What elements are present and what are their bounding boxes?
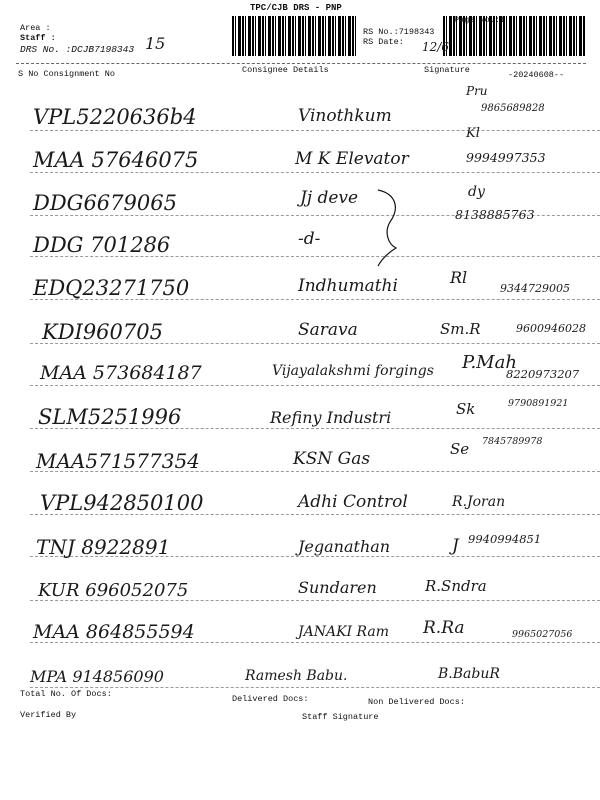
signature-mark: R.Ra bbox=[423, 618, 465, 638]
consignee-name: Adhi Control bbox=[298, 492, 408, 512]
drs-handwritten-count: 15 bbox=[145, 34, 166, 53]
page-number: Page No.:1 bbox=[454, 15, 506, 25]
header-divider bbox=[16, 63, 586, 64]
consignment-number: MAA571577354 bbox=[36, 449, 200, 473]
signature-mark: Sm.R bbox=[440, 320, 481, 338]
signature-mark: Pru bbox=[466, 84, 488, 98]
consignment-number: DDG 701286 bbox=[33, 233, 171, 257]
consignee-name: Ramesh Babu. bbox=[245, 668, 348, 684]
total-docs-label: Total No. Of Docs: bbox=[20, 689, 112, 699]
column-date: -20240608-- bbox=[508, 70, 565, 80]
verified-by-label: Verified By bbox=[20, 710, 77, 720]
delivered-docs-label: Delivered Docs: bbox=[232, 694, 309, 704]
consignee-name: -d- bbox=[298, 229, 321, 249]
consignment-number: MAA 864855594 bbox=[33, 621, 195, 643]
barcode-left bbox=[232, 16, 357, 56]
consignment-number: VPL942850100 bbox=[40, 491, 204, 515]
consignee-phone: 9600946028 bbox=[516, 322, 586, 335]
signature-mark: B.BabuR bbox=[438, 666, 500, 682]
staff-signature-label: Staff Signature bbox=[302, 712, 379, 722]
column-signature: Signature bbox=[424, 65, 470, 75]
row-divider bbox=[30, 172, 600, 173]
bracket-mark bbox=[376, 188, 406, 268]
consignment-number: MPA 914856090 bbox=[30, 667, 164, 686]
consignee-name: Indhumathi bbox=[298, 276, 398, 296]
rs-number: RS No.:7198343 bbox=[363, 27, 435, 37]
consignee-name: Vinothkum bbox=[298, 106, 392, 126]
consignee-name: Vijayalakshmi forgings bbox=[272, 363, 434, 379]
area-label: Area : bbox=[20, 23, 51, 33]
consignee-phone: 7845789978 bbox=[482, 436, 543, 447]
drs-number: DRS No. :DCJB7198343 bbox=[20, 44, 135, 55]
consignment-number: DDG6679065 bbox=[33, 191, 177, 215]
column-consignee: Consignee Details bbox=[242, 65, 329, 75]
consignee-phone: 9865689828 bbox=[481, 103, 545, 114]
consignee-phone: 9965027056 bbox=[512, 629, 573, 640]
consignment-number: KUR 696052075 bbox=[38, 580, 189, 601]
consignee-name: Jeganathan bbox=[298, 537, 391, 556]
consignment-number: MAA 57646075 bbox=[33, 148, 199, 172]
rs-date: RS Date: bbox=[363, 37, 404, 47]
consignee-name: JANAKI Ram bbox=[298, 624, 390, 640]
form-title: TPC/CJB DRS - PNP bbox=[250, 3, 342, 13]
consignment-number: TNJ 8922891 bbox=[36, 535, 171, 559]
row-divider bbox=[30, 687, 600, 688]
signature-mark: R.Sndra bbox=[425, 577, 487, 595]
signature-mark: Kl bbox=[466, 126, 480, 141]
signature-mark: Se bbox=[450, 440, 470, 458]
consignment-number: EDQ23271750 bbox=[33, 276, 190, 300]
staff-label: Staff : bbox=[20, 33, 56, 43]
consignee-phone: 9344729005 bbox=[500, 282, 570, 295]
consignment-number: SLM5251996 bbox=[38, 405, 182, 429]
consignment-number: VPL5220636b4 bbox=[33, 105, 197, 129]
consignee-phone: 9790891921 bbox=[508, 398, 569, 409]
consignee-name: Jj deve bbox=[300, 188, 359, 208]
signature-mark: R.Joran bbox=[452, 494, 506, 510]
rs-date-handwritten: 12/6 bbox=[422, 40, 449, 54]
consignee-name: Refiny Industri bbox=[270, 408, 392, 427]
consignment-number: KDI960705 bbox=[42, 320, 163, 344]
column-sno-consignment: S No Consignment No bbox=[18, 69, 115, 79]
consignee-phone: 8138885763 bbox=[455, 207, 535, 222]
consignee-name: Sarava bbox=[298, 320, 358, 340]
consignee-name: M K Elevator bbox=[295, 149, 409, 169]
consignee-name: Sundaren bbox=[298, 578, 377, 597]
row-divider bbox=[30, 385, 600, 386]
consignee-phone: 9994997353 bbox=[466, 150, 546, 165]
consignment-number: MAA 573684187 bbox=[40, 362, 202, 384]
row-divider bbox=[30, 130, 600, 131]
signature-mark: Sk bbox=[456, 400, 476, 418]
signature-mark: P.Mah bbox=[462, 352, 517, 373]
non-delivered-docs-label: Non Delivered Docs: bbox=[368, 697, 465, 707]
consignee-phone: 8220973207 bbox=[506, 367, 580, 381]
consignee-name: KSN Gas bbox=[293, 449, 371, 469]
signature-mark: J bbox=[452, 536, 459, 556]
consignee-phone: 9940994851 bbox=[468, 532, 542, 546]
signature-mark: dy bbox=[468, 184, 485, 200]
signature-mark: Rl bbox=[450, 268, 468, 287]
